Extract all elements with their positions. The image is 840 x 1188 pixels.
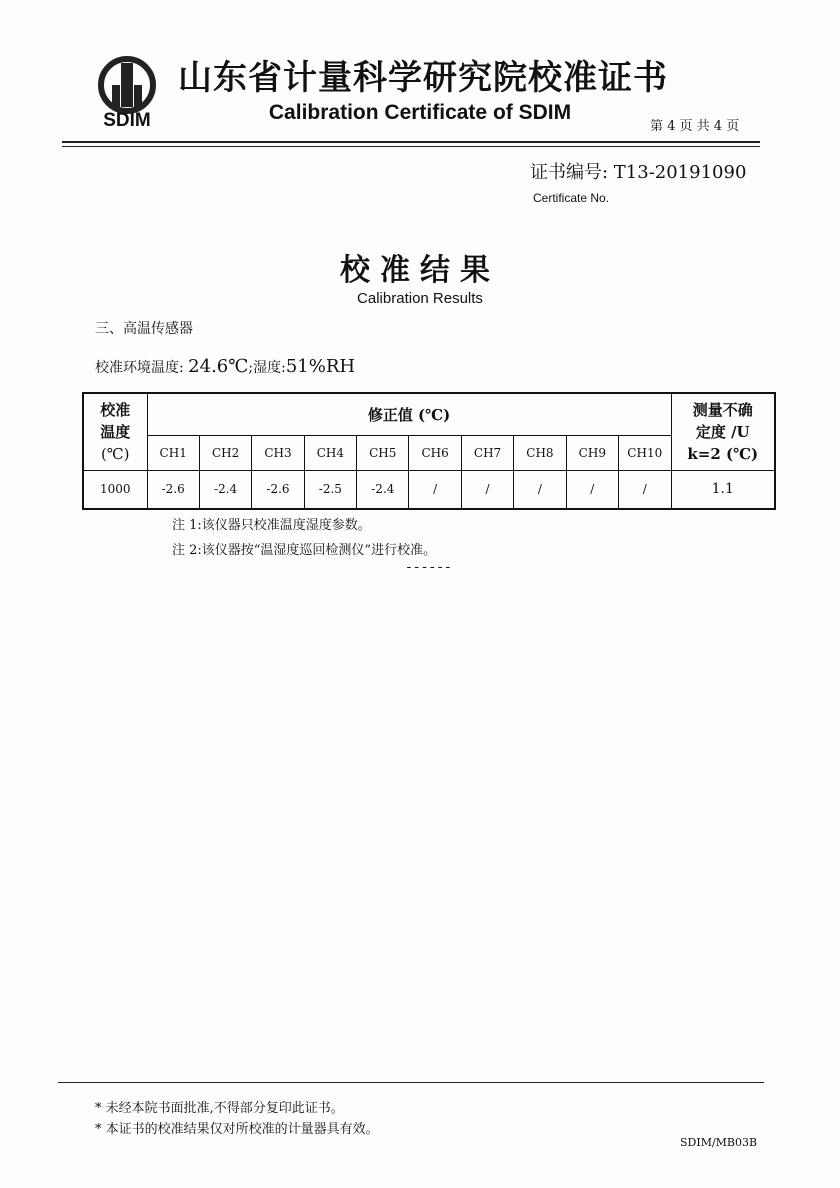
env-temp-value: 24.6℃ xyxy=(188,356,249,377)
note-1: 注 1:该仪器只校准温度湿度参数。 xyxy=(172,518,371,533)
subsection-title: 三、高温传感器 xyxy=(95,321,193,337)
correction-cell: -2.5 xyxy=(304,470,356,509)
correction-cell: -2.6 xyxy=(252,470,304,509)
header-uncertainty: 测量不确 定度 /U k=2 (℃) xyxy=(671,393,775,470)
channel-header: CH4 xyxy=(304,436,356,471)
channel-header: CH9 xyxy=(566,436,618,471)
channel-header: CH6 xyxy=(409,436,461,471)
env-temp-label: 校准环境温度: xyxy=(95,360,184,376)
channel-header: CH8 xyxy=(514,436,566,471)
table-row xyxy=(83,470,775,509)
footer-divider xyxy=(58,1082,764,1083)
header-divider xyxy=(62,141,760,143)
form-code: SDIM/MB03B xyxy=(680,1136,758,1149)
footer-notice-2: * 本证书的校准结果仅对所校准的计量器具有效。 xyxy=(95,1122,379,1137)
uncertainty-cell: 1.1 xyxy=(671,470,775,509)
channel-header: CH10 xyxy=(619,436,672,471)
environment-conditions xyxy=(95,356,355,377)
correction-cell: / xyxy=(409,470,461,509)
correction-cell: -2.6 xyxy=(147,470,199,509)
section-title-cn: 校准结果 xyxy=(340,253,500,288)
correction-cell: / xyxy=(566,470,618,509)
header-calibration-temperature: 校准 温度 (℃) xyxy=(83,393,147,470)
channel-header: CH3 xyxy=(252,436,304,471)
channel-header: CH2 xyxy=(199,436,251,471)
certificate-title-en: Calibration Certificate of SDIM xyxy=(268,101,572,124)
calibration-table xyxy=(82,392,776,510)
env-humidity-label: 湿度: xyxy=(253,360,286,376)
correction-cell: / xyxy=(514,470,566,509)
channel-header: CH1 xyxy=(147,436,199,471)
correction-cell: / xyxy=(461,470,513,509)
header-correction-value: 修正值 (℃) xyxy=(147,393,671,436)
correction-cell: / xyxy=(619,470,672,509)
certificate-number: 证书编号: T13-20191090 xyxy=(530,162,747,183)
certificate-number-label: Certificate No. xyxy=(533,191,610,205)
logo-text: SDIM xyxy=(103,110,151,131)
channel-header: CH5 xyxy=(357,436,409,471)
page-indicator: 第 4 页 共 4 页 xyxy=(650,119,740,134)
env-humidity-value: 51%RH xyxy=(285,356,356,377)
footer-notice-1: * 未经本院书面批准,不得部分复印此证书。 xyxy=(95,1101,344,1116)
channel-header: CH7 xyxy=(461,436,513,471)
row-temperature: 1000 xyxy=(83,470,147,509)
section-title-en: Calibration Results xyxy=(357,290,483,307)
correction-cell: -2.4 xyxy=(357,470,409,509)
header-divider-thin xyxy=(62,146,760,147)
note-2: 注 2:该仪器按“温湿度巡回检测仪”进行校准。 xyxy=(172,543,437,558)
end-mark: ------ xyxy=(405,560,452,575)
env-separator: ; xyxy=(248,360,254,376)
certificate-title-cn: 山东省计量科学研究院校准证书 xyxy=(178,58,668,98)
correction-cell: -2.4 xyxy=(199,470,251,509)
